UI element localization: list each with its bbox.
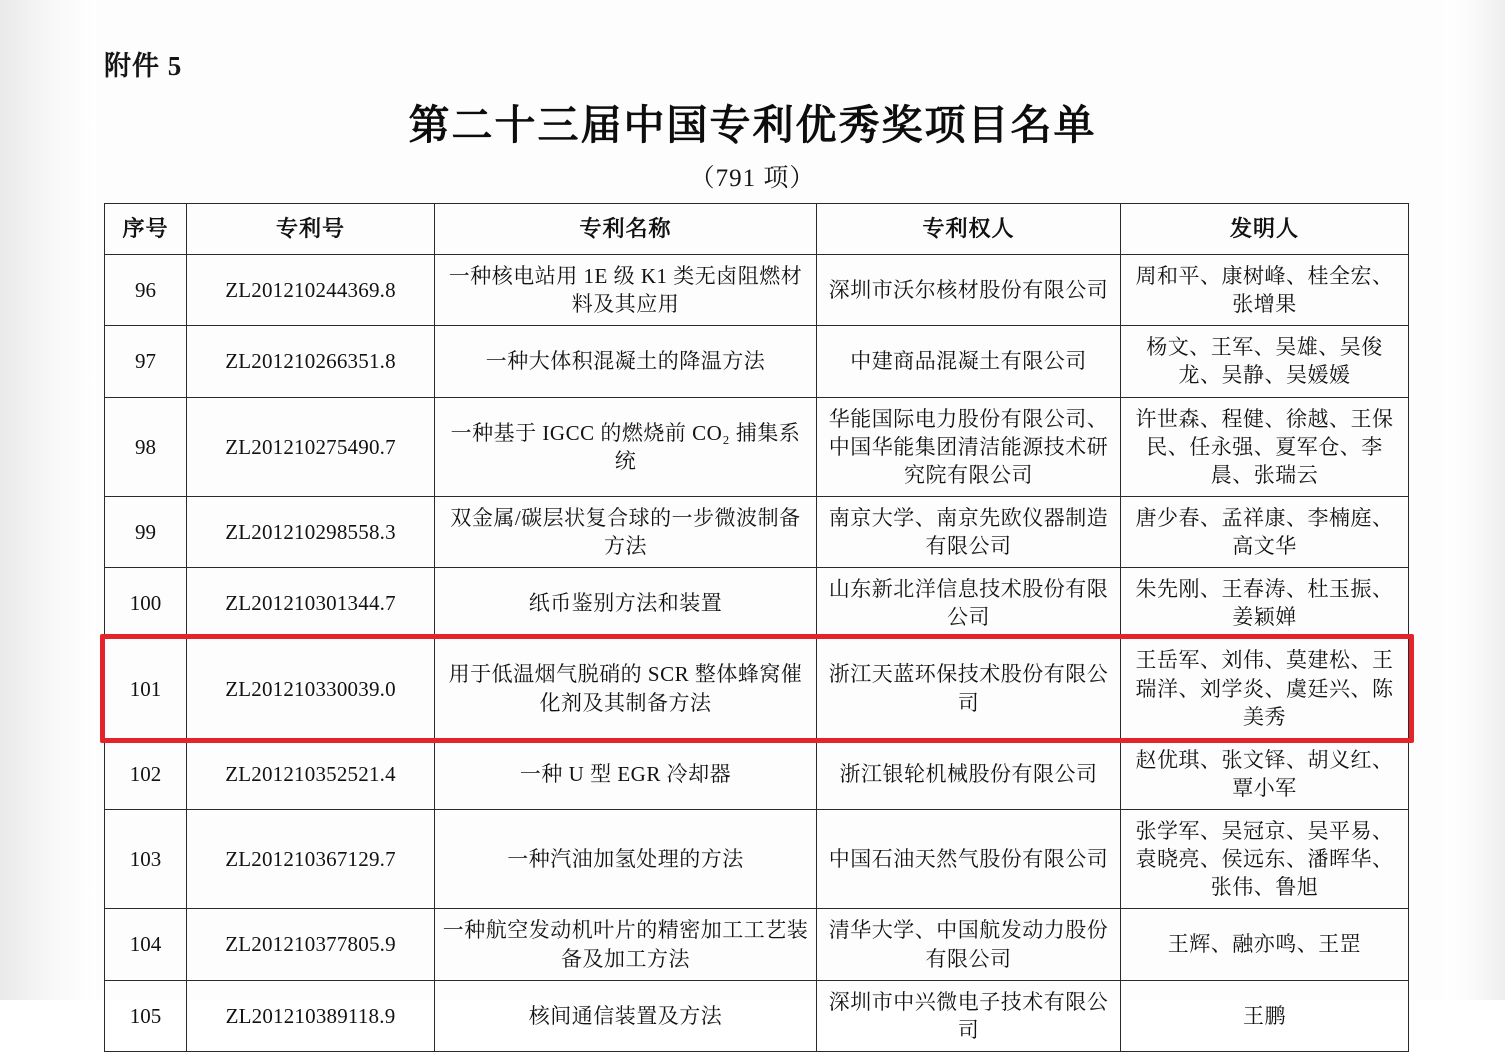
table-row: [105, 738, 1409, 809]
row-patent-name: 核间通信装置及方法: [435, 980, 817, 1051]
row-inventors: 王辉、融亦鸣、王罡: [1121, 909, 1409, 980]
row-owner: 深圳市中兴微电子技术有限公司: [817, 980, 1121, 1051]
row-index: 97: [105, 326, 187, 397]
row-index: 96: [105, 255, 187, 326]
table-row: [105, 909, 1409, 980]
table-row: [105, 326, 1409, 397]
table-row: [105, 980, 1409, 1051]
row-owner: 山东新北洋信息技术股份有限公司: [817, 568, 1121, 639]
table-row: [105, 255, 1409, 326]
column-header-patent-no: 专利号: [187, 204, 435, 255]
row-patent-no: ZL201210266351.8: [187, 326, 435, 397]
patent-table: [104, 203, 1409, 1052]
table-body: [105, 255, 1409, 1052]
row-index: 99: [105, 496, 187, 567]
table-row: [105, 568, 1409, 639]
column-header-name: 专利名称: [435, 204, 817, 255]
row-inventors: 许世森、程健、徐越、王保民、任永强、夏军仓、李晨、张瑞云: [1121, 397, 1409, 496]
row-inventors: 张学军、吴冠京、吴平易、袁晓亮、侯远东、潘晖华、张伟、鲁旭: [1121, 810, 1409, 909]
row-inventors: 朱先刚、王春涛、杜玉振、姜颖婵: [1121, 568, 1409, 639]
row-inventors: 王岳军、刘伟、莫建松、王瑞洋、刘学炎、虞廷兴、陈美秀: [1121, 639, 1409, 738]
row-patent-no: ZL201210301344.7: [187, 568, 435, 639]
row-owner: 中建商品混凝土有限公司: [817, 326, 1121, 397]
row-patent-name: 双金属/碳层状复合球的一步微波制备方法: [435, 496, 817, 567]
row-owner: 南京大学、南京先欧仪器制造有限公司: [817, 496, 1121, 567]
row-patent-no: ZL201210389118.9: [187, 980, 435, 1051]
row-inventors: 周和平、康树峰、桂全宏、张增果: [1121, 255, 1409, 326]
row-owner: 华能国际电力股份有限公司、中国华能集团清洁能源技术研究院有限公司: [817, 397, 1121, 496]
table-header-row: [105, 204, 1409, 255]
row-patent-name: 用于低温烟气脱硝的 SCR 整体蜂窝催化剂及其制备方法: [435, 639, 817, 738]
row-owner: 浙江天蓝环保技术股份有限公司: [817, 639, 1121, 738]
row-index: 103: [105, 810, 187, 909]
row-patent-name: 纸币鉴别方法和装置: [435, 568, 817, 639]
column-header-inventors: 发明人: [1121, 204, 1409, 255]
row-index: 98: [105, 397, 187, 496]
row-patent-name: 一种核电站用 1E 级 K1 类无卤阻燃材料及其应用: [435, 255, 817, 326]
row-patent-no: ZL201210377805.9: [187, 909, 435, 980]
column-header-owner: 专利权人: [817, 204, 1121, 255]
row-patent-no: ZL201210244369.8: [187, 255, 435, 326]
table-row: [105, 639, 1409, 738]
row-patent-no: ZL201210330039.0: [187, 639, 435, 738]
row-patent-name: 一种航空发动机叶片的精密加工工艺装备及加工方法: [435, 909, 817, 980]
row-owner: 浙江银轮机械股份有限公司: [817, 738, 1121, 809]
row-index: 100: [105, 568, 187, 639]
attachment-label: 附件 5: [104, 51, 183, 81]
row-patent-name: 一种大体积混凝土的降温方法: [435, 326, 817, 397]
row-owner: 深圳市沃尔核材股份有限公司: [817, 255, 1121, 326]
row-patent-no: ZL201210352521.4: [187, 738, 435, 809]
column-header-index: 序号: [105, 204, 187, 255]
row-inventors: 王鹏: [1121, 980, 1409, 1051]
table-row: [105, 496, 1409, 567]
row-patent-no: ZL201210275490.7: [187, 397, 435, 496]
row-patent-name: 一种汽油加氢处理的方法: [435, 810, 817, 909]
row-inventors: 唐少春、孟祥康、李楠庭、高文华: [1121, 496, 1409, 567]
page-title: 第二十三届中国专利优秀奖项目名单: [408, 102, 1097, 148]
row-patent-name: 一种基于 IGCC 的燃烧前 CO₂ 捕集系统: [435, 397, 817, 496]
row-owner: 中国石油天然气股份有限公司: [817, 810, 1121, 909]
row-index: 105: [105, 980, 187, 1051]
row-owner: 清华大学、中国航发动力股份有限公司: [817, 909, 1121, 980]
row-inventors: 赵优琪、张文铎、胡义红、覃小军: [1121, 738, 1409, 809]
row-patent-no: ZL201210367129.7: [187, 810, 435, 909]
row-patent-no: ZL201210298558.3: [187, 496, 435, 567]
row-patent-name: 一种 U 型 EGR 冷却器: [435, 738, 817, 809]
row-inventors: 杨文、王军、吴雄、吴俊龙、吴静、吴媛媛: [1121, 326, 1409, 397]
page-subtitle: （791 项）: [689, 165, 816, 192]
table-row: [105, 397, 1409, 496]
row-index: 102: [105, 738, 187, 809]
row-index: 104: [105, 909, 187, 980]
patent-table-container: [104, 203, 1408, 1052]
table-row: [105, 810, 1409, 909]
row-index: 101: [105, 639, 187, 738]
table-header: [105, 204, 1409, 255]
